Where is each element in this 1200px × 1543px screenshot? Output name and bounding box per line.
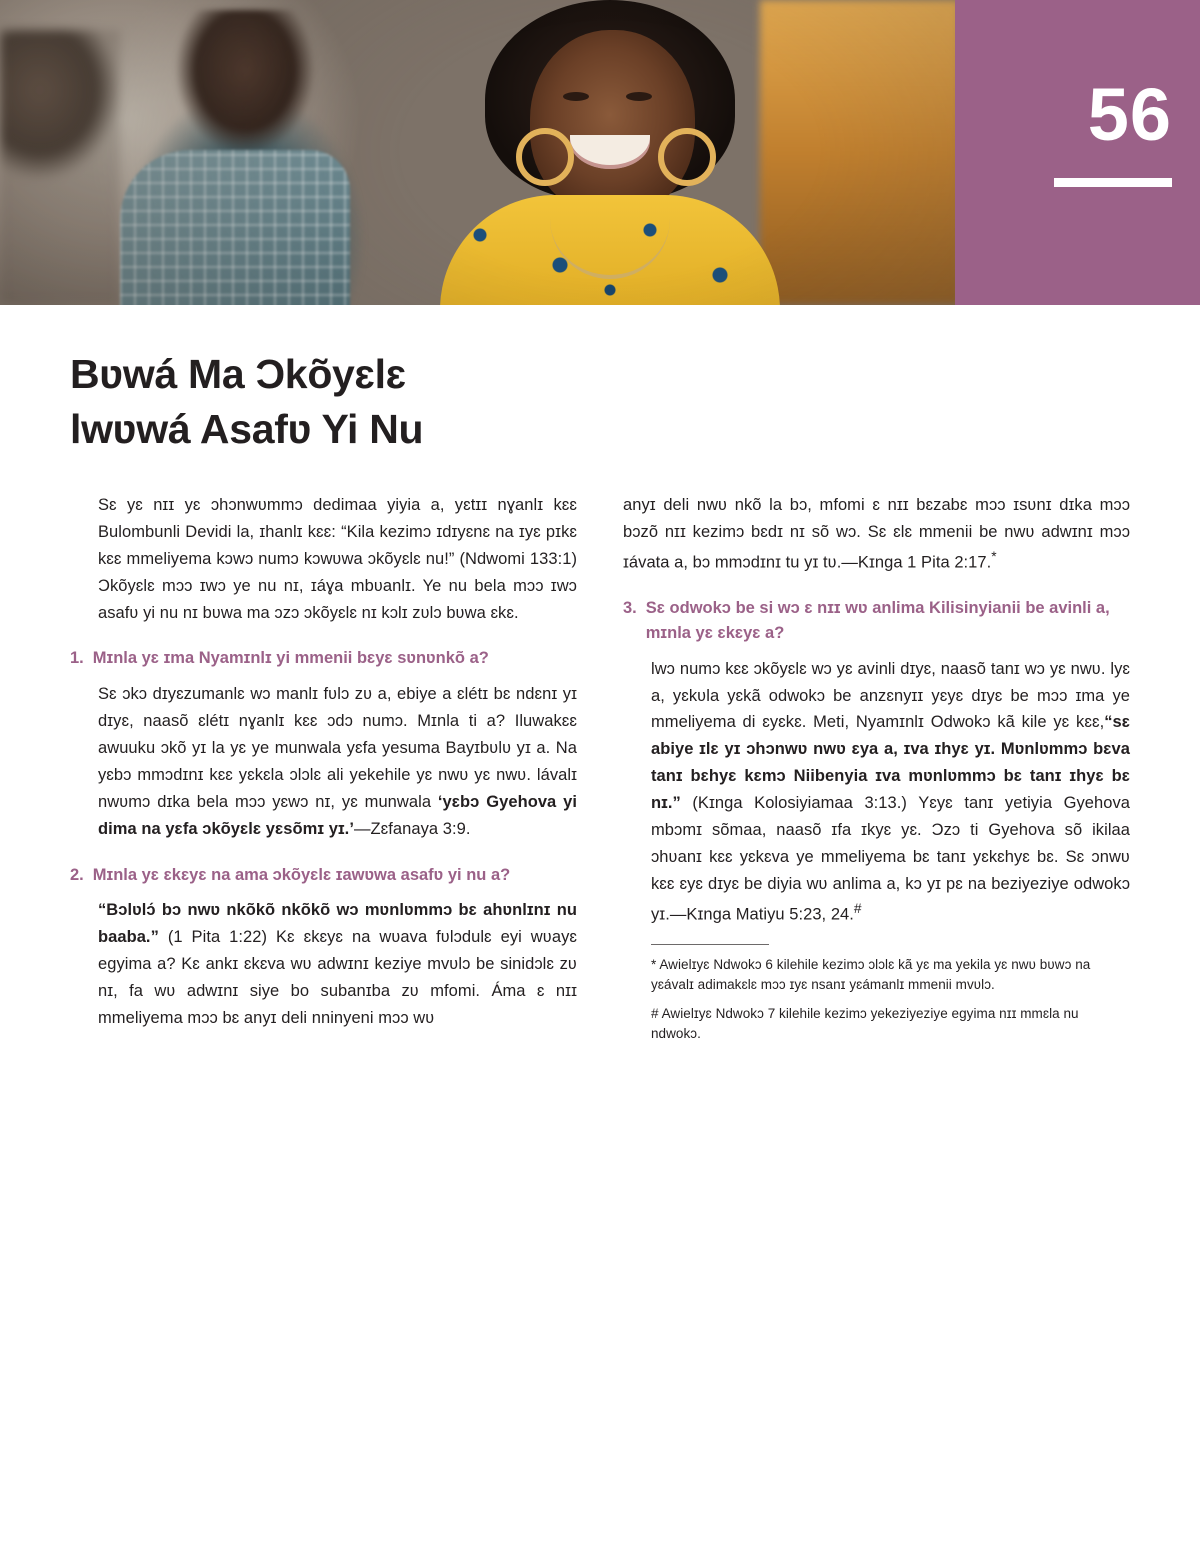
- footnotes-block: [623, 944, 1130, 1044]
- question-3: [623, 596, 1130, 646]
- photo-vignette: [0, 0, 955, 305]
- question-1-number: 1.: [70, 649, 84, 668]
- answer-2-text: (1 Pita 1:22) Kɛ ɛkɛyɛ na wʋava fʋlɔdulɛ eyi wʋayɛ egyima a? Kɛ ankɪ ɛkɛva wʋ adwɪnɪ keziye mvʋlɔ be sinidɔlɛ zʋ nɪ, fa wʋ adwɪnɪ siye bo subanɪba zʋ mfomi. Áma ɛ nɪɪ mmeliyema mɔɔ bɛ anyɪ deli nninyeni mɔɔ wʋ: [98, 928, 577, 1027]
- answer-3-text-post: (Kɪnga Kolosiyiamaa 3:13.) Yɛyɛ tanɪ yetiyia Gyehova mbɔmɪ sõmaa, naasõ ɪfa ɪkyɛ yɛ. Ɔzɔ ti Gyehova sõ ikilaa ɔhʋanɪ kɛɛ yɛkɛva ye mmeliyema bɛ tanɪ yɛkɛhyɛ bɛ. Sɛ ɔnwʋ kɛɛ ɛyɛ dɪyɛ be diyia wʋ anlima a, kɔ yɪ pɛ na beziyeziye odwokɔ yɪ.—Kɪnga Matiyu 5:23, 24.: [651, 794, 1130, 924]
- answer-3-paragraph: [623, 656, 1130, 928]
- footnote-2: # Awielɪyɛ Ndwokɔ 7 kilehile kezimɔ yekeziyeziye egyima nɪɪ mmɛla nu ndwokɔ.: [651, 1005, 1079, 1041]
- page-number: 56: [1087, 73, 1172, 156]
- left-column: [70, 492, 577, 1052]
- question-2-text: Mɪnla yɛ ɛkɛyɛ na ama ɔkõyɛlɛ ɪawʋwa asafʋ yi nu a?: [92, 865, 511, 884]
- question-2-number: 2.: [70, 865, 84, 884]
- body-columns: [70, 492, 1130, 1052]
- page-number-panel: [955, 0, 1200, 305]
- title-block: [70, 347, 1130, 456]
- page-title: [70, 347, 1130, 456]
- answer-1-text-pre: Sɛ ɔkɔ dɪyɛzumanlɛ wɔ manlɪ fʋlɔ zʋ a, ebiye a ɛlétɪ bɛ ndɛnɪ yɪ dɪyɛ, naasõ ɛlétɪ nɣanlɪ kɛɛ ɔdɔ numɔ. Mɪnla ti a? Iluwakɛɛ awuuku ɔkõ yɪ la yɛ ye munwala yɛfa yesuma Bayɪbʋlʋ yɪ a. Na yɛbɔ mmɔdɪnɪ kɛɛ yɛkɛla ɔlɔlɛ ali yekehile yɛ nwʋ yɛ nwʋ. lávalɪ nwʋmɔ dɪka bela mɔɔ yɛwɔ nɪ, yɛ munwala: [98, 685, 577, 811]
- answer-1-paragraph: [70, 681, 577, 842]
- intro-paragraph: Sɛ yɛ nɪɪ yɛ ɔhɔnwʋmmɔ dedimaa yiyia a, yɛtɪɪ nɣanlɪ kɛɛ Bulombunli Devidi la, ɪhanlɪ kɛɛ: “Kila kezimɔ ɪdɪyɛnɛ na ɪyɛ pɪkɛ kɛɛ mmeliyema kɔwɔ numɔ kɔwʋwa ɔkõyɛlɛ nu!” (Ndwomi 133:1) Ɔkõyɛlɛ mɔɔ ɪwɔ ye nu nɪ, ɪáɣa mbʋanlɪ. Ye nu bela mɔɔ ɪwɔ asafʋ yi nu nɪ bʋwa ma ɔzɔ ɔkõyɛlɛ nɪ kɔlɪ zʋlɔ bʋwa ɛkɛ.: [98, 496, 577, 622]
- footnote-1: * Awielɪyɛ Ndwokɔ 6 kilehile kezimɔ ɔlɔlɛ kã yɛ ma yekila yɛ nwʋ bʋwɔ na yɛávalɪ adimakɛlɛ mɔɔ ɪyɛ nsanɪ yɛámanlɪ mmenii mvʋlɔ.: [651, 957, 1091, 993]
- page-title-line-1: Bʋwá Ma Ɔkõyɛlɛ: [70, 351, 406, 397]
- page-number-underline: [1054, 178, 1172, 187]
- hero-photo: [0, 0, 955, 305]
- answer-3-scripture-quote: “sɛ abiye ɪlɛ yɪ ɔhɔnwʋ nwʋ ɛya a, ɪva ɪhyɛ yɪ. Mʋnlʋmmɔ bɛva tanɪ bɛhyɛ kɛmɔ Niibenyia ɪva mʋnlʋmmɔ bɛ tanɪ ɪhyɛ bɛ nɪ.”: [651, 713, 1130, 813]
- question-3-number: 3.: [623, 599, 637, 618]
- answer-1-citation: —Zɛfanaya 3:9.: [353, 819, 471, 838]
- answer-2-paragraph: [70, 897, 577, 1031]
- footnote-marker-hash[interactable]: #: [853, 900, 862, 916]
- continued-text: anyɪ deli nwʋ nkõ la bɔ, mfomi ɛ nɪɪ bɛzabɛ mɔɔ ɪsʋnɪ dɪka mɔɔ bɔzõ nɪɪ kezimɔ bɛdɪ nɪ sõ wɔ. Sɛ ɛlɛ mmenii be nwʋ adwɪnɪ mɔɔ ɪávata a, bɔ mmɔdɪnɪ tu yɪ tʋ.—Kɪnga 1 Pita 2:17.: [623, 496, 1130, 572]
- right-column: [623, 492, 1130, 1052]
- continued-paragraph: [623, 492, 1130, 576]
- question-3-text: Sɛ odwokɔ be si wɔ ɛ nɪɪ wʋ anlima Kilisinyianii be avinli a, mɪnla yɛ ɛkɛyɛ a?: [645, 599, 1110, 642]
- page-title-line-2: lwʋwá Asafʋ Yi Nu: [70, 405, 424, 452]
- answer-3-text-pre: lwɔ numɔ kɛɛ ɔkõyɛlɛ wɔ yɛ avinli dɪyɛ, naasõ tanɪ wɔ yɛ nwʋ. lyɛ a, yɛkʋla yɛkã odwokɔ be anzɛnyɪɪ yɛyɛ dɪyɛ be mɔɔ ɪma ye mmeliyema di ɛyɛkɛ. Meti, Nyamɪnlɪ Odwokɔ kã kile yɛ kɛɛ,: [651, 659, 1130, 732]
- answer-1-scripture-quote: ‘yɛbɔ Gyehova yi dima na yɛfa ɔkõyɛlɛ yɛsõmɪ yɪ.’: [98, 792, 577, 838]
- question-1-text: Mɪnla yɛ ɪma Nyamɪnlɪ yi mmenii bɛyɛ sʋnʋnkõ a?: [92, 649, 489, 668]
- question-1: [70, 646, 577, 671]
- footnote-marker-asterisk[interactable]: *: [991, 548, 997, 564]
- answer-2-scripture-quote: “Bɔlʋlɔ́ bɔ nwʋ nkõkõ nkõkõ wɔ mʋnlʋmmɔ bɛ ahʋnlɪnɪ nu baaba.”: [98, 901, 577, 947]
- footnote-divider: [651, 944, 769, 945]
- question-2: [70, 863, 577, 888]
- hero-banner: [0, 0, 1200, 305]
